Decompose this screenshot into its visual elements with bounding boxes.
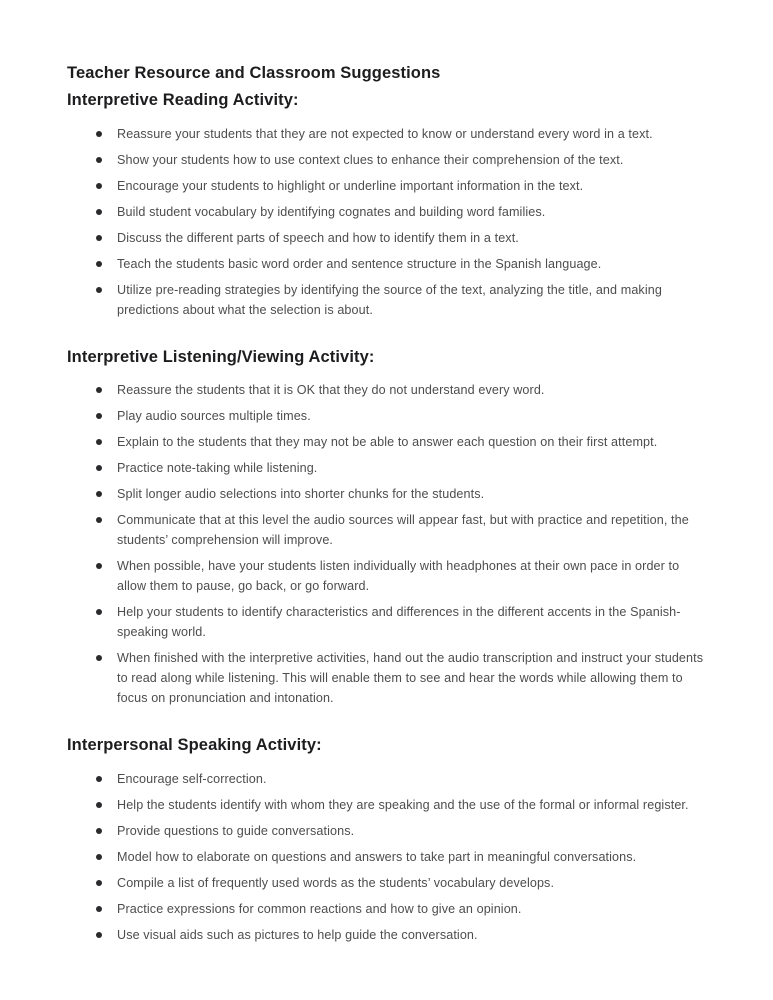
bullet-icon — [96, 828, 102, 834]
bullet-text: Encourage your students to highlight or underline important information in the text. — [117, 178, 584, 193]
bullet-item — [67, 648, 705, 708]
bullet-item — [67, 602, 705, 642]
bullet-text: Reassure the students that it is OK that they do not understand every word. — [117, 383, 545, 398]
bullet-text: Show your students how to use context clues to enhance their comprehension of the text. — [117, 152, 624, 167]
bullet-icon — [96, 131, 102, 137]
section-heading: Interpretive Reading Activity: — [67, 90, 299, 109]
bullet-text: Utilize pre-reading strategies by identifying the source of the text, analyzing the title, and making predictions about what the selection is about. — [117, 282, 662, 317]
bullet-icon — [96, 183, 102, 189]
bullet-icon — [96, 776, 102, 782]
bullet-icon — [96, 517, 102, 523]
bullet-text: Compile a list of frequently used words as the students’ vocabulary develops. — [117, 876, 555, 891]
bullet-icon — [96, 413, 102, 419]
bullet-item — [67, 380, 705, 400]
bullet-text: Help your students to identify characteristics and differences in the different accents in the Spanish-speaking world. — [117, 605, 681, 640]
bullet-icon — [96, 287, 102, 293]
bullet-icon — [96, 906, 102, 912]
bullet-icon — [96, 157, 102, 163]
bullet-icon — [96, 655, 102, 661]
bullet-item — [67, 150, 705, 170]
bullet-text: Encourage self-correction. — [117, 772, 267, 787]
bullet-item — [67, 925, 705, 945]
bullet-item — [67, 873, 705, 893]
bullet-item — [67, 228, 705, 248]
bullet-text: Teach the students basic word order and sentence structure in the Spanish language. — [117, 256, 602, 271]
bullet-icon — [96, 854, 102, 860]
bullet-item — [67, 510, 705, 550]
bullet-text: Practice note-taking while listening. — [117, 461, 318, 476]
bullet-icon — [96, 235, 102, 241]
sections-container — [67, 91, 705, 945]
bullet-item — [67, 769, 705, 789]
bullet-icon — [96, 261, 102, 267]
bullet-text: Play audio sources multiple times. — [117, 409, 311, 424]
bullet-icon — [96, 439, 102, 445]
bullet-item — [67, 821, 705, 841]
bullet-text: Explain to the students that they may not be able to answer each question on their first attempt. — [117, 435, 658, 450]
bullet-item — [67, 280, 705, 320]
bullet-icon — [96, 491, 102, 497]
bullet-text: Build student vocabulary by identifying cognates and building word families. — [117, 204, 546, 219]
bullet-item — [67, 406, 705, 426]
bullet-text: When possible, have your students listen individually with headphones at their own pace in order to allow them to pause, go back, or go forward. — [117, 559, 680, 594]
activity-section — [67, 91, 705, 320]
bullet-text: Provide questions to guide conversations. — [117, 824, 355, 839]
bullet-item — [67, 899, 705, 919]
bullet-text: Use visual aids such as pictures to help guide the conversation. — [117, 928, 478, 943]
bullet-list — [67, 380, 705, 708]
bullet-list — [67, 124, 705, 320]
bullet-text: Split longer audio selections into shorter chunks for the students. — [117, 487, 485, 502]
bullet-item — [67, 847, 705, 867]
bullet-text: Reassure your students that they are not expected to know or understand every word in a text. — [117, 126, 653, 141]
bullet-icon — [96, 387, 102, 393]
section-heading: Interpretive Listening/Viewing Activity: — [67, 347, 375, 366]
bullet-item — [67, 202, 705, 222]
bullet-icon — [96, 802, 102, 808]
bullet-icon — [96, 563, 102, 569]
bullet-text: Practice expressions for common reactions and how to give an opinion. — [117, 902, 522, 917]
bullet-item — [67, 458, 705, 478]
bullet-item — [67, 556, 705, 596]
section-heading: Interpersonal Speaking Activity: — [67, 736, 322, 755]
bullet-item — [67, 432, 705, 452]
bullet-text: Help the students identify with whom they are speaking and the use of the formal or informal register. — [117, 798, 689, 813]
bullet-list — [67, 769, 705, 945]
bullet-icon — [96, 932, 102, 938]
bullet-item — [67, 484, 705, 504]
bullet-item — [67, 254, 705, 274]
bullet-item — [67, 795, 705, 815]
bullet-item — [67, 176, 705, 196]
bullet-text: Model how to elaborate on questions and answers to take part in meaningful conversations. — [117, 850, 637, 865]
bullet-icon — [96, 209, 102, 215]
bullet-icon — [96, 609, 102, 615]
bullet-text: Communicate that at this level the audio sources will appear fast, but with practice and repetition, the students’ comprehension will improve. — [117, 513, 689, 548]
bullet-text: When finished with the interpretive activities, hand out the audio transcription and instruct your students to read along while listening. This will enable them to see and hear the words while allowing them to focus on pronunciation and intonation. — [117, 651, 704, 706]
bullet-item — [67, 124, 705, 144]
bullet-text: Discuss the different parts of speech and how to identify them in a text. — [117, 230, 519, 245]
bullet-icon — [96, 880, 102, 886]
page-title: Teacher Resource and Classroom Suggestions — [67, 64, 441, 82]
bullet-icon — [96, 465, 102, 471]
activity-section — [67, 736, 705, 945]
activity-section — [67, 348, 705, 709]
